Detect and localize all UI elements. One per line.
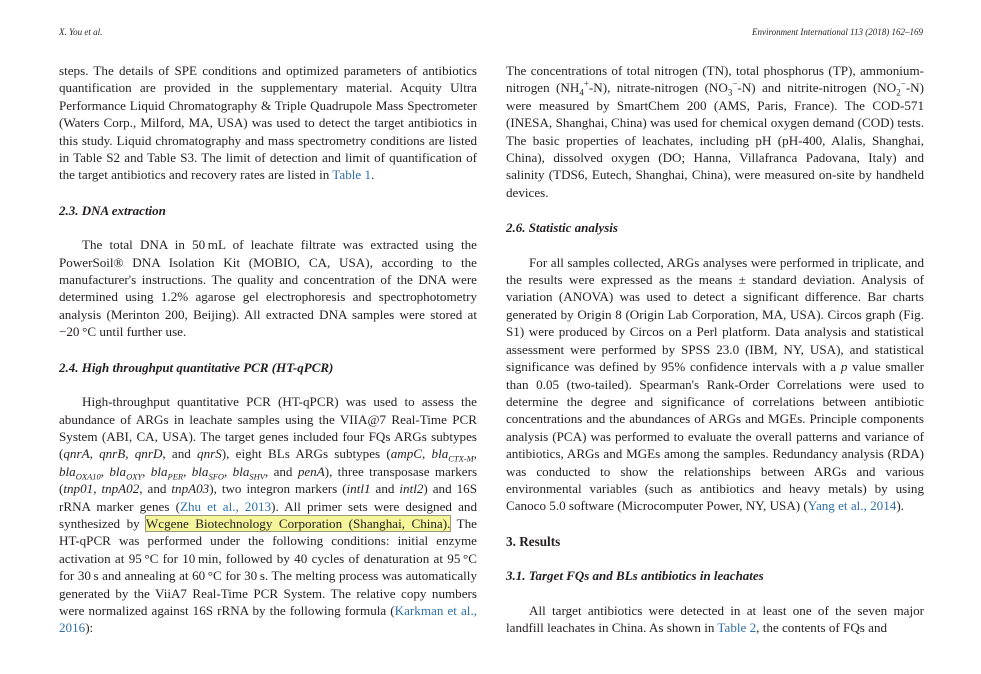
paragraph-ht-qpcr: High-throughput quantitative PCR (HT-qPCR) was used to assess the abundance of ARGs in leachate samples using the VIIA@7 Real-Time PCR System (ABI, CA, USA). The target genes included four FQs ARGs subtypes (qnrA, qnrB, qnrD, and qnrS), eight BLs ARGs subtypes (ampC, bla$_{CTX-M}$, bla$_{OXA10}$, bla$_{OXY}$, bla$_{PER}$, bla$_{SFO}$, bla$_{SHV}$, and penA), three transposase markers (tnp01, tnpA02, and tnpA03), two integron markers (intl1 and intl2) and 16S rRNA marker genes (Zhu et al., 2013). All primer sets were designed and synthesized by Wcgene Biotechnology Corporation (Shanghai, China). The HT-qPCR was performed under the following conditions: initial enzyme activation at 95 °C for 10 min, followed by 40 cycles of denaturation at 95 °C for 30 s and annealing at 60 °C for 30 s. The melting process was automatically generated by the ViiA7 Real-Time PCR System. The relative copy numbers were normalized against 16S rRNA by the following formula (Karkman et al., 2016): [59,394,478,636]
paragraph-methods-intro: steps. The details of SPE conditions and optimized parameters of antibiotics quantification are provided in the supplementary material. Acquity Ultra Performance Liquid Chromatography & Triple Quadrupole Mass Spectrometer (Waters Corp., Milford, MA, USA) was used to detect the target antibiotics in this study. Liquid chromatography and mass spectrometry conditions are listed in Table S2 and Table S3. The limit of detection and limit of quantification of the target antibiotics and recovery rates are listed in Table 1. [59,63,477,183]
link-yang-2014[interactable]: Yang et al., 2014 [807,498,897,514]
section-heading-2-3: 2.3. DNA extraction [59,202,166,218]
right-column [506,62,924,636]
paragraph-nutrient-measurement: The concentrations of total nitrogen (TN), total phosphorus (TP), ammonium-nitrogen $(NH_4^+-N)$, nitrate-nitrogen $(NO_3^--N)$ and nitrite-nitrogen $(NO_2^--N)$ were measured by SmartChem 200 (AMS, Paris, France). The COD-571 (INESA, Shanghai, China) was used for chemical oxygen demand (COD) tests. The basic properties of leachates, including pH (pH-400, Alalis, Shanghai, China), dissolved oxygen (DO; Hanna, Villafranca Padovana, Italy) and salinity (TDS6, Eutech, Shanghai, China), were measured on-site by handheld devices. [506,63,924,200]
link-table-1[interactable]: Table 1 [332,167,372,183]
highlighted-text[interactable]: Wcgene Biotechnology Corporation (Shanghai, China). [145,515,451,531]
link-zhu-2013[interactable]: Zhu et al., 2013 [179,498,272,514]
left-column [59,62,477,637]
link-table-2[interactable]: Table 2 [717,619,757,635]
running-head-authors: X. You et al. [59,27,103,37]
section-heading-3-1: 3.1. Target FQs and BLs antibiotics in leachates [506,568,764,584]
paragraph-statistic-analysis: For all samples collected, ARGs analyses were performed in triplicate, and the results were expressed as the means ± standard deviation. Analysis of variation (ANOVA) was used to detect a significant difference. Bar charts generated by Origin 8 (Origin Lab Corporation, MA, USA). Circos graph (Fig. S1) were produced by Circos on a Perl platform. Data analysis and statistical assessment were performed by SPSS 23.0 (IBM, NY, USA), and statistical significance was defined by 95% confidence intervals with a p value smaller than 0.05 (two-tailed). Spearman's Rank-Order Correlations were used to determine the degree and significance of correlations between antibiotic concentrations and the abundances of ARGs and MGEs. Principle components analysis (PCA) was performed to evaluate the overall patterns and variance of antibiotics, ARGs and MGEs among the samples. Redundancy analysis (RDA) was conducted to show the relationships between ARGs and various environmental variables (such as antibiotics and heavy metals) by using Canoco 5.0 software (Microcomputer Power, NY, USA) (Yang et al., 2014). [506,254,924,514]
paragraph-dna-extraction: The total DNA in 50 mL of leachate filtrate was extracted using the PowerSoil® DNA Isolation Kit (MOBIO, CA, USA), according to the manufacturer's instructions. The quality and concentration of the DNA were determined using 1.2% agarose gel electrophoresis and spectrophotometry analysis (Merinton 200, Beijing). All extracted DNA samples were stored at −20 °C until further use. [59,237,477,340]
paragraph-results-intro: All target antibiotics were detected in at least one of the seven major landfill leachates in China. As shown in Table 2, the contents of FQs and [506,602,924,635]
section-heading-2-4: 2.4. High throughput quantitative PCR (HT-qPCR) [59,359,334,375]
section-heading-3: 3. Results [506,533,561,549]
running-head-journal: Environment International 113 (2018) 162–169 [752,27,923,37]
link-karkman-2016[interactable]: Karkman et al., 2016 [59,602,477,636]
section-heading-2-6: 2.6. Statistic analysis [506,220,618,236]
